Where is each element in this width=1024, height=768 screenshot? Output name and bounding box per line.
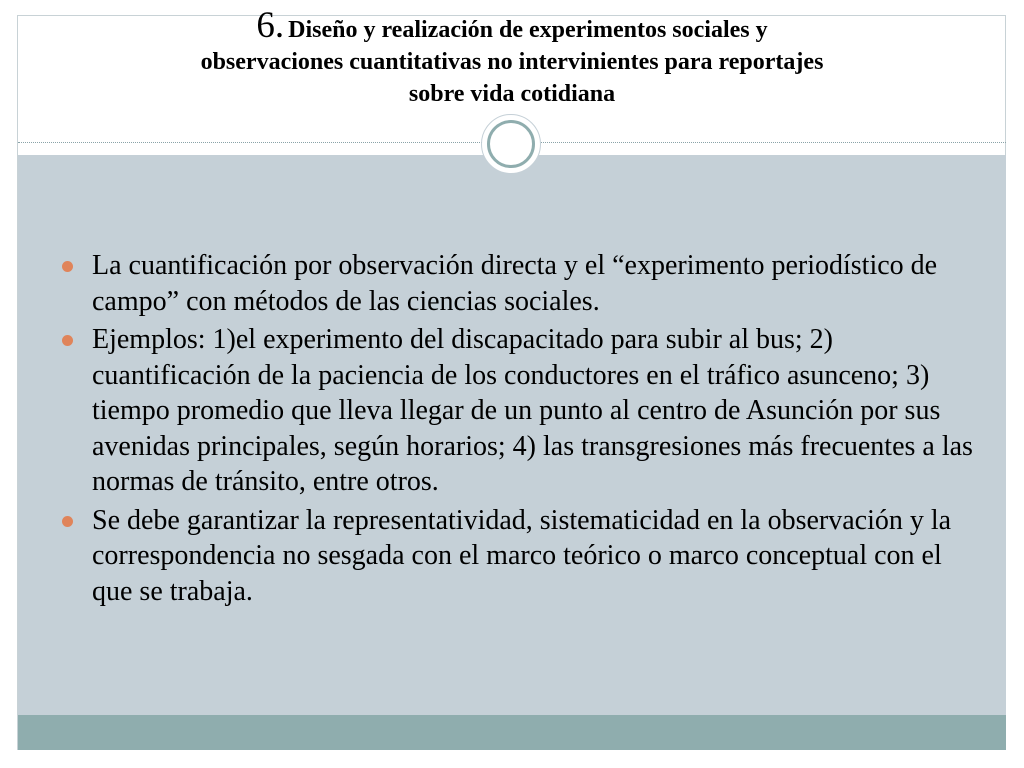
bullet-item [62,322,982,500]
footer-band [18,715,1006,750]
bullet-list [62,248,982,612]
circle-ornament-icon [481,114,541,174]
bullet-text: Se debe garantizar la representatividad, sistematicidad en la observación y la correspondencia no sesgada con el marco teórico o marco conceptual con el que se trabaja. [92,504,952,607]
bullet-item [62,503,982,610]
title-number: 6. [256,5,285,46]
title-text-1: Diseño y realización de experimentos sociales y [288,17,768,43]
title-line-1 [18,5,1006,46]
title-line-3: sobre vida cotidiana [408,81,616,107]
bullet-dot-icon [62,261,73,272]
title-line-2: observaciones cuantitativas no intervinientes para reportajes [200,49,824,75]
bullet-text: Ejemplos: 1)el experimento del discapacitado para subir al bus; 2) cuantificación de la paciencia de los conductores en el tráfico asunceno; 3) tiempo promedio que lleva llegar de un punto al centro de Asunción por sus avenidas principales, según horarios; 4) las transgresiones más frecuentes a las normas de tránsito, entre otros. [92,324,973,497]
ornament-ring [487,120,535,168]
bullet-item [62,248,982,319]
bullet-dot-icon [62,335,73,346]
bullet-dot-icon [62,516,73,527]
bullet-text: La cuantificación por observación directa y el “experimento periodístico de campo” con métodos de las ciencias sociales. [92,250,938,317]
